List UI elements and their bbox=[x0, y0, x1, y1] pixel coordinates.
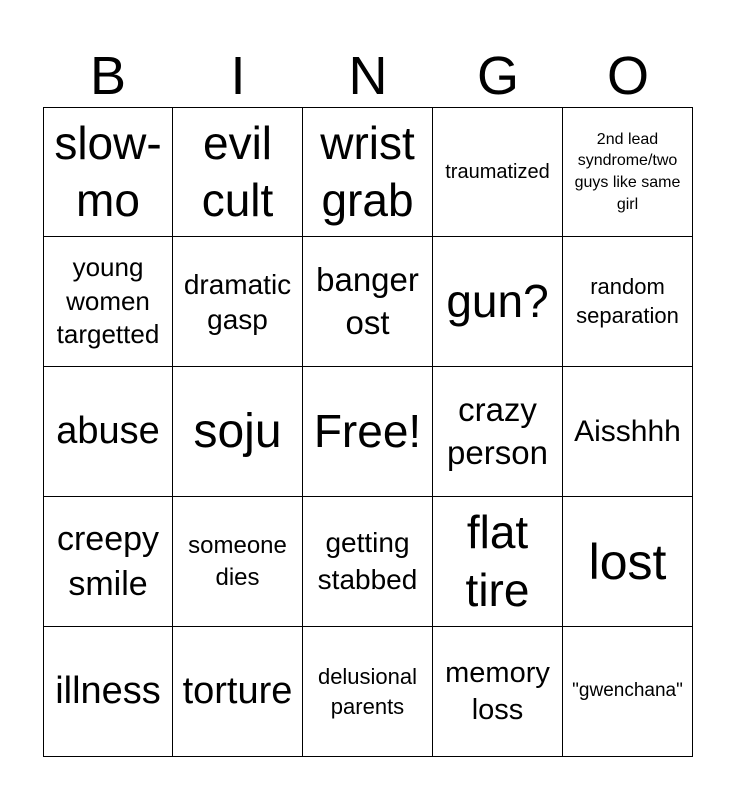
cell-getting-stabbed[interactable] bbox=[303, 497, 433, 627]
cell-young-women-targetted[interactable] bbox=[43, 237, 173, 367]
cell-label: evil cult bbox=[201, 116, 274, 226]
header-letter-i: I bbox=[230, 46, 246, 106]
cell-label: memory loss bbox=[445, 657, 550, 726]
cell-traumatized[interactable] bbox=[433, 107, 563, 237]
cell-gwenchana[interactable] bbox=[563, 627, 693, 757]
cell-banger-ost[interactable] bbox=[303, 237, 433, 367]
header-letter-b: B bbox=[89, 46, 127, 106]
cell-label: crazy person bbox=[447, 390, 548, 471]
cell-label: getting stabbed bbox=[317, 527, 418, 595]
cell-memory-loss[interactable] bbox=[433, 627, 563, 757]
cell-creepy-smile[interactable] bbox=[43, 497, 173, 627]
cell-abuse[interactable] bbox=[43, 367, 173, 497]
cell-slow-mo[interactable] bbox=[43, 107, 173, 237]
bingo-board bbox=[43, 107, 693, 757]
cell-label: flat tire bbox=[465, 506, 530, 616]
cell-label: someone dies bbox=[188, 532, 287, 591]
cell-label: wrist grab bbox=[320, 116, 415, 226]
cell-label: dramatic gasp bbox=[183, 268, 292, 335]
bingo-header bbox=[43, 44, 693, 108]
header-letter-n: N bbox=[348, 46, 388, 106]
cell-label: 2nd lead syndrome/two guys like same girl bbox=[574, 130, 681, 213]
cell-label: abuse bbox=[56, 409, 160, 452]
cell-flat-tire[interactable] bbox=[433, 497, 563, 627]
cell-label: torture bbox=[182, 669, 293, 712]
header-letter-o: O bbox=[606, 46, 649, 106]
cell-lost[interactable] bbox=[563, 497, 693, 627]
cell-label: gun? bbox=[446, 274, 549, 327]
cell-label: "gwenchana" bbox=[572, 680, 683, 702]
cell-label: Aisshhh bbox=[574, 414, 681, 448]
cell-aisshhh[interactable] bbox=[563, 367, 693, 497]
cell-soju[interactable] bbox=[173, 367, 303, 497]
cell-label: random separation bbox=[576, 273, 679, 328]
cell-crazy-person[interactable] bbox=[433, 367, 563, 497]
cell-label: slow-mo bbox=[54, 116, 162, 226]
cell-illness[interactable] bbox=[43, 627, 173, 757]
cell-label: soju bbox=[193, 404, 282, 458]
cell-delusional-parents[interactable] bbox=[303, 627, 433, 757]
cell-2nd-lead-syndrome[interactable] bbox=[563, 107, 693, 237]
cell-wrist-grab[interactable] bbox=[303, 107, 433, 237]
cell-label: banger ost bbox=[316, 260, 419, 341]
cell-dramatic-gasp[interactable] bbox=[173, 237, 303, 367]
cell-label: illness bbox=[55, 669, 161, 712]
header-letter-g: G bbox=[476, 46, 519, 106]
cell-evil-cult[interactable] bbox=[173, 107, 303, 237]
cell-label: creepy smile bbox=[56, 520, 160, 603]
cell-label: lost bbox=[588, 533, 667, 590]
cell-label: Free! bbox=[313, 404, 422, 457]
cell-label: traumatized bbox=[445, 161, 550, 183]
cell-gun[interactable] bbox=[433, 237, 563, 367]
cell-torture[interactable] bbox=[173, 627, 303, 757]
cell-someone-dies[interactable] bbox=[173, 497, 303, 627]
cell-free[interactable] bbox=[303, 367, 433, 497]
cell-label: delusional parents bbox=[317, 663, 418, 719]
cell-random-separation[interactable] bbox=[563, 237, 693, 367]
cell-label: young women targetted bbox=[56, 251, 160, 350]
